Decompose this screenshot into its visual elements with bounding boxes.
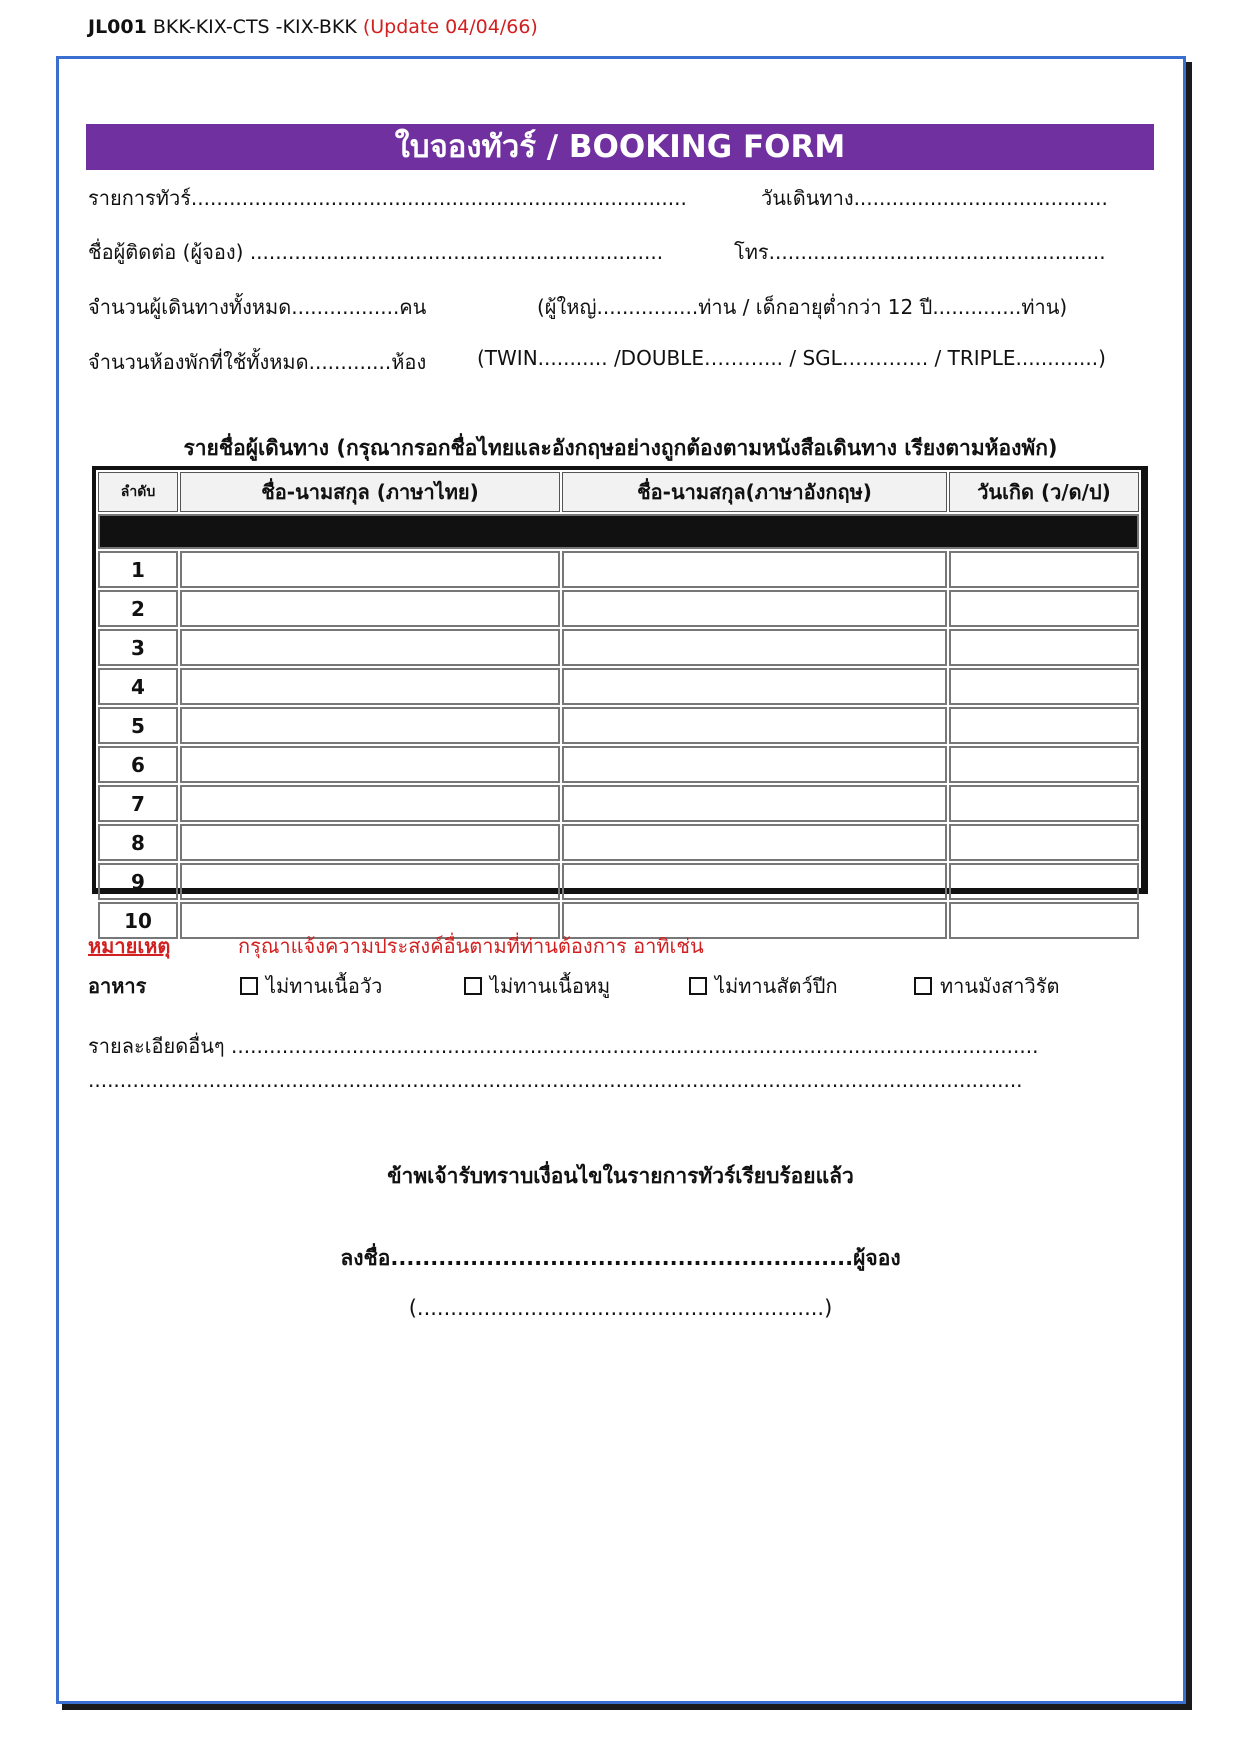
contact-name-field[interactable]: ชื่อผู้ติดต่อ (ผู้จอง) ................................................................. <box>88 240 664 264</box>
birthdate-cell[interactable] <box>949 551 1139 588</box>
food-label: อาหาร <box>88 974 147 998</box>
table-row <box>98 590 1139 627</box>
column-header-thai-name: ชื่อ-นามสกุล (ภาษาไทย) <box>180 472 560 512</box>
document-header <box>88 16 538 38</box>
thai-name-cell[interactable] <box>180 707 560 744</box>
row-number: 2 <box>98 590 178 627</box>
passenger-list-heading: รายชื่อผู้เดินทาง (กรุณากรอกชื่อไทยและอังกฤษอย่างถูกต้องตามหนังสือเดินทาง เรียงตามห้องพัก) <box>183 436 1058 460</box>
total-rooms-field[interactable]: จำนวนห้องพักที่ใช้ทั้งหมด.............ห้อง <box>88 350 427 374</box>
birthdate-cell[interactable] <box>949 863 1139 900</box>
thai-name-cell[interactable] <box>180 590 560 627</box>
birthdate-cell[interactable] <box>949 707 1139 744</box>
thai-name-cell[interactable] <box>180 863 560 900</box>
adult-child-field[interactable]: (ผู้ใหญ่................ท่าน / เด็กอายุต่ำกว่า 12 ปี..............ท่าน) <box>537 295 1068 319</box>
tour-program-field[interactable]: รายการทัวร์.............................................................................. <box>88 186 687 210</box>
column-header-english-name: ชื่อ-นามสกุล(ภาษาอังกฤษ) <box>562 472 947 512</box>
thai-name-cell[interactable] <box>180 551 560 588</box>
table-row <box>98 551 1139 588</box>
english-name-cell[interactable] <box>562 629 947 666</box>
english-name-cell[interactable] <box>562 824 947 861</box>
acknowledgement-text: ข้าพเจ้ารับทราบเงื่อนไขในรายการทัวร์เรียบร้อยแล้ว <box>387 1164 854 1188</box>
total-travelers-field[interactable]: จำนวนผู้เดินทางทั้งหมด.................คน <box>88 295 427 319</box>
table-row <box>98 707 1139 744</box>
table-header-row <box>98 472 1139 512</box>
food-option-no-beef[interactable] <box>240 970 382 1002</box>
food-option-vegetarian[interactable] <box>914 970 1059 1002</box>
birthdate-cell[interactable] <box>949 746 1139 783</box>
other-details-line-2[interactable]: ................................................................................................................................................... <box>88 1068 1023 1092</box>
remark-label: หมายเหตุ <box>88 934 171 958</box>
food-option-no-pork[interactable] <box>464 970 610 1002</box>
update-date: (Update 04/04/66) <box>362 16 538 38</box>
row-number: 8 <box>98 824 178 861</box>
english-name-cell[interactable] <box>562 551 947 588</box>
food-option-no-poultry[interactable] <box>689 970 838 1002</box>
table-row <box>98 746 1139 783</box>
table-row <box>98 824 1139 861</box>
table-row <box>98 785 1139 822</box>
table-row <box>98 668 1139 705</box>
row-number: 3 <box>98 629 178 666</box>
passenger-table <box>92 466 1148 933</box>
thai-name-cell[interactable] <box>180 746 560 783</box>
row-number: 1 <box>98 551 178 588</box>
checkbox-icon[interactable] <box>689 977 707 995</box>
food-option-label: ไม่ทานสัตว์ปีก <box>715 974 838 998</box>
row-number: 9 <box>98 863 178 900</box>
thai-name-cell[interactable] <box>180 629 560 666</box>
remark-text: กรุณาแจ้งความประสงค์อื่นตามที่ท่านต้องการ อาทิเช่น <box>238 934 704 958</box>
birthdate-cell[interactable] <box>949 902 1139 939</box>
food-preferences <box>88 970 1148 1000</box>
table-row <box>98 863 1139 900</box>
remark-row <box>88 930 704 962</box>
header-divider-cell <box>98 514 1139 549</box>
route-text: BKK-KIX-CTS -KIX-BKK <box>146 16 363 38</box>
english-name-cell[interactable] <box>562 863 947 900</box>
room-types-field[interactable]: (TWIN........... /DOUBLE………... / SGL…………. / TRIPLE.............) <box>477 346 1106 370</box>
signature-name-line[interactable]: (.............................................................) <box>408 1296 833 1320</box>
checkbox-icon[interactable] <box>240 977 258 995</box>
thai-name-cell[interactable] <box>180 785 560 822</box>
row-number: 10 <box>98 902 178 939</box>
row-number: 4 <box>98 668 178 705</box>
food-option-label: ทานมังสาวิรัต <box>940 974 1060 998</box>
thai-name-cell[interactable] <box>180 824 560 861</box>
english-name-cell[interactable] <box>562 668 947 705</box>
english-name-cell[interactable] <box>562 785 947 822</box>
row-number: 6 <box>98 746 178 783</box>
row-number: 5 <box>98 707 178 744</box>
english-name-cell[interactable] <box>562 590 947 627</box>
header-divider <box>98 514 1139 549</box>
signature-line[interactable]: ลงชื่อ..........................................................ผู้จอง <box>340 1246 901 1270</box>
english-name-cell[interactable] <box>562 746 947 783</box>
column-header-no: ลำดับ <box>98 472 178 512</box>
rooms-row <box>88 346 1148 374</box>
birthdate-cell[interactable] <box>949 824 1139 861</box>
thai-name-cell[interactable] <box>180 668 560 705</box>
travelers-row <box>88 291 1148 319</box>
checkbox-icon[interactable] <box>914 977 932 995</box>
food-option-label: ไม่ทานเนื้อวัว <box>266 974 383 998</box>
birthdate-cell[interactable] <box>949 590 1139 627</box>
contact-row <box>88 236 1148 264</box>
row-number: 7 <box>98 785 178 822</box>
phone-field[interactable]: โทร..................................................... <box>734 240 1106 264</box>
tour-row <box>88 182 1148 210</box>
birthdate-cell[interactable] <box>949 785 1139 822</box>
other-details-line-1[interactable]: รายละเอียดอื่นๆ ............................................................................................................................... <box>88 1034 1039 1058</box>
form-title: ใบจองทัวร์ / BOOKING FORM <box>86 124 1154 170</box>
column-header-birthdate: วันเกิด (ว/ด/ป) <box>949 472 1139 512</box>
travel-date-field[interactable]: วันเดินทาง........................................ <box>761 186 1108 210</box>
food-option-label: ไม่ทานเนื้อหมู <box>490 974 611 998</box>
checkbox-icon[interactable] <box>464 977 482 995</box>
program-code: JL001 <box>88 16 147 38</box>
birthdate-cell[interactable] <box>949 668 1139 705</box>
table-row <box>98 629 1139 666</box>
birthdate-cell[interactable] <box>949 629 1139 666</box>
english-name-cell[interactable] <box>562 707 947 744</box>
